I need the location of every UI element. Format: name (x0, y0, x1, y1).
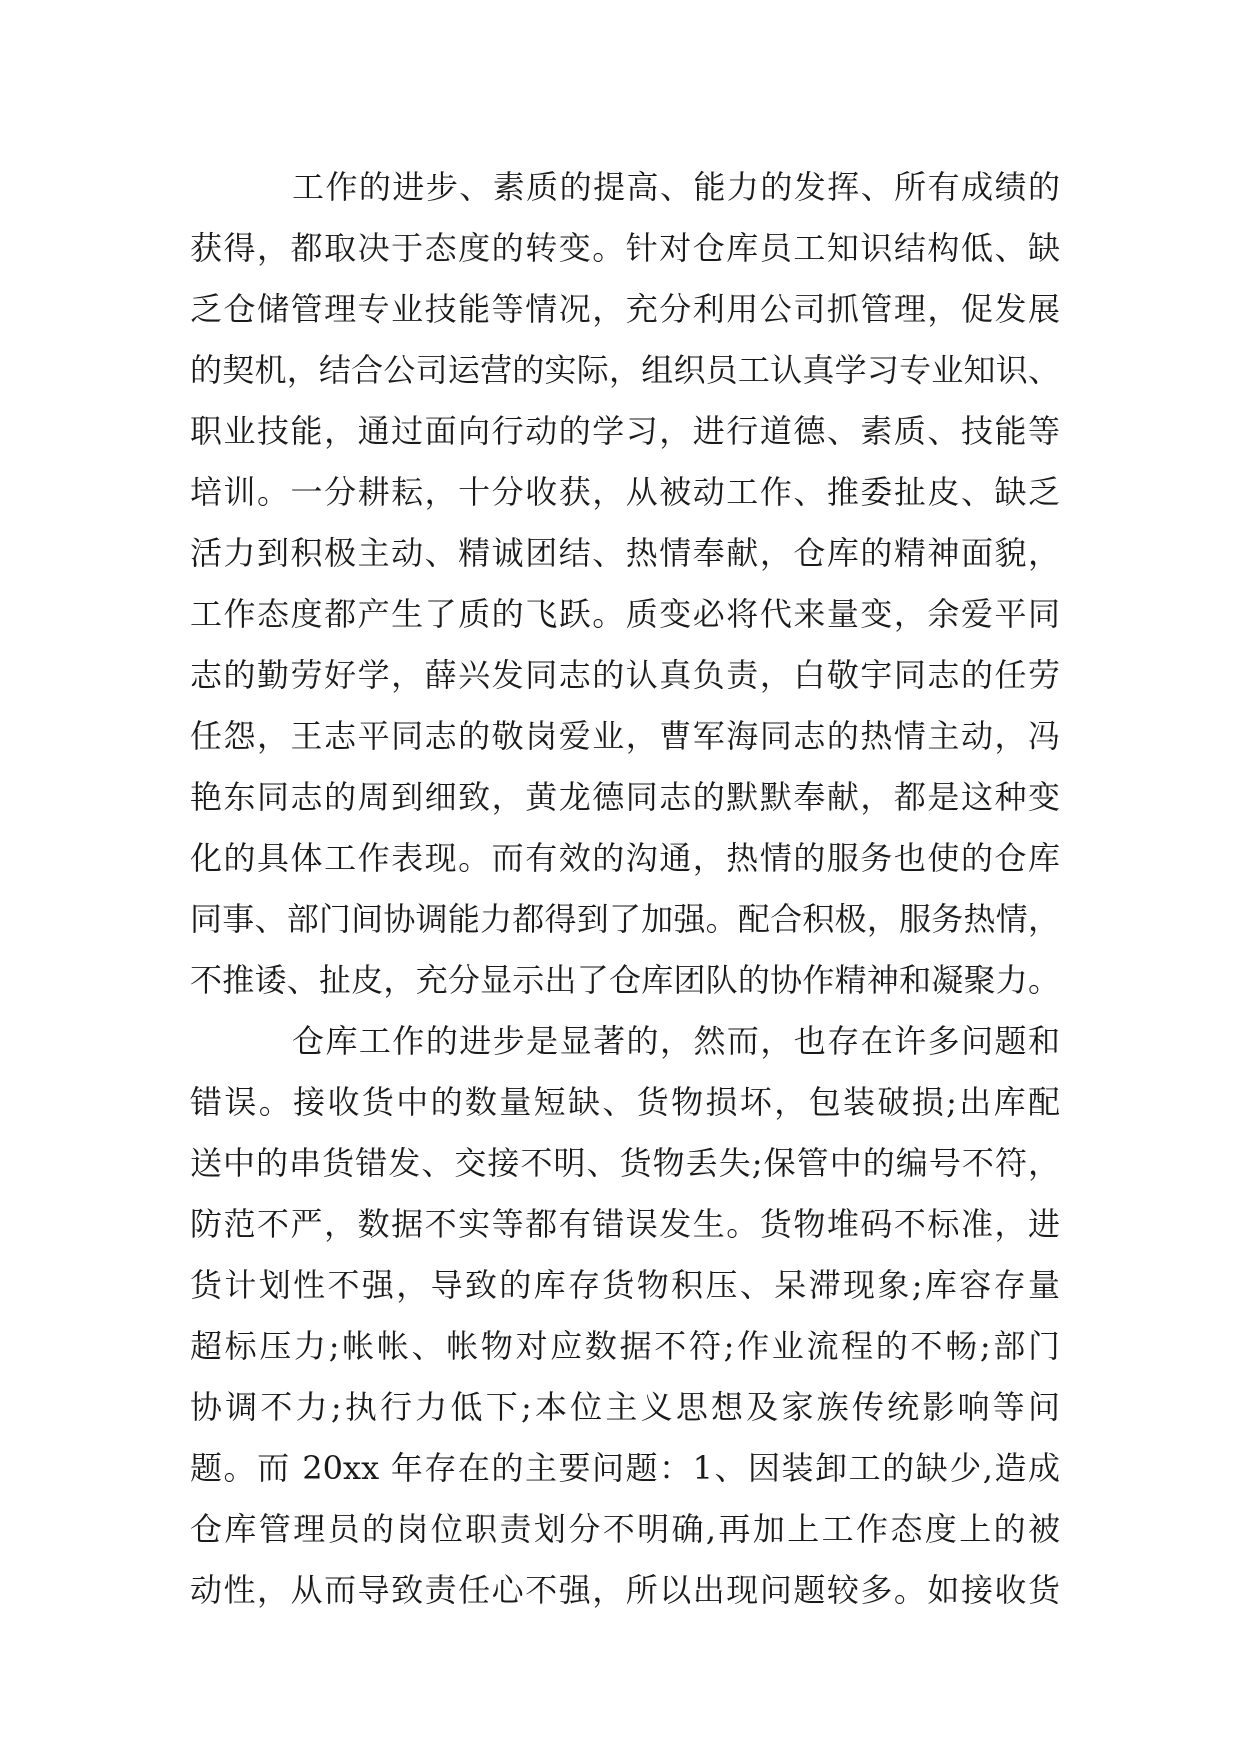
paragraph-2-line-8: 题。而 20xx 年存在的主要问题：1、因装卸工的缺少,造成 (190, 1449, 1060, 1487)
paragraph-1-line-7: 活力到积极主动、精诚团结、热情奉献，仓库的精神面貌， (190, 534, 1060, 572)
paragraph-1-line-12: 化的具体工作表现。而有效的沟通，热情的服务也使的仓库 (190, 839, 1060, 877)
paragraph-1-line-3: 乏仓储管理专业技能等情况，充分利用公司抓管理，促发展 (190, 290, 1060, 328)
paragraph-2-line-3: 送中的串货错发、交接不明、货物丢失;保管中的编号不符， (190, 1144, 1060, 1182)
paragraph-2-line-4: 防范不严，数据不实等都有错误发生。货物堆码不标准，进 (190, 1205, 1060, 1243)
paragraph-2-line-6: 超标压力;帐帐、帐物对应数据不符;作业流程的不畅;部门 (190, 1327, 1060, 1365)
paragraph-1-line-6: 培训。一分耕耘，十分收获，从被动工作、推委扯皮、缺乏 (190, 473, 1060, 511)
paragraph-1-line-2: 获得，都取决于态度的转变。针对仓库员工知识结构低、缺 (190, 229, 1060, 267)
paragraph-2-line-2: 错误。接收货中的数量短缺、货物损坏，包装破损;出库配 (190, 1083, 1060, 1121)
paragraph-1-line-1: 工作的进步、素质的提高、能力的发挥、所有成绩的 (292, 168, 1060, 206)
paragraph-2-line-7: 协调不力;执行力低下;本位主义思想及家族传统影响等问 (190, 1388, 1060, 1426)
paragraph-2-line-5: 货计划性不强，导致的库存货物积压、呆滞现象;库容存量 (190, 1266, 1060, 1304)
paragraph-1-line-11: 艳东同志的周到细致，黄龙德同志的默默奉献，都是这种变 (190, 778, 1060, 816)
paragraph-1-line-5: 职业技能，通过面向行动的学习，进行道德、素质、技能等 (190, 412, 1060, 450)
paragraph-1-line-9: 志的勤劳好学，薛兴发同志的认真负责，白敬宇同志的任劳 (190, 656, 1060, 694)
paragraph-1-line-10: 任怨，王志平同志的敬岗爱业，曹军海同志的热情主动，冯 (190, 717, 1060, 755)
paragraph-1-line-8: 工作态度都产生了质的飞跃。质变必将代来量变，余爱平同 (190, 595, 1060, 633)
paragraph-1-line-4: 的契机，结合公司运营的实际，组织员工认真学习专业知识、 (190, 351, 1060, 389)
paragraph-1-line-14: 不推诿、扯皮，充分显示出了仓库团队的协作精神和凝聚力。 (190, 961, 1060, 999)
paragraph-2-line-9: 仓库管理员的岗位职责划分不明确,再加上工作态度上的被 (190, 1510, 1060, 1548)
paragraph-2-line-1: 仓库工作的进步是显著的，然而，也存在许多问题和 (292, 1022, 1060, 1060)
body-text (190, 157, 1060, 1621)
paragraph-1-line-13: 同事、部门间协调能力都得到了加强。配合积极，服务热情， (190, 900, 1060, 938)
paragraph-2-line-10: 动性，从而导致责任心不强，所以出现问题较多。如接收货 (190, 1571, 1060, 1609)
